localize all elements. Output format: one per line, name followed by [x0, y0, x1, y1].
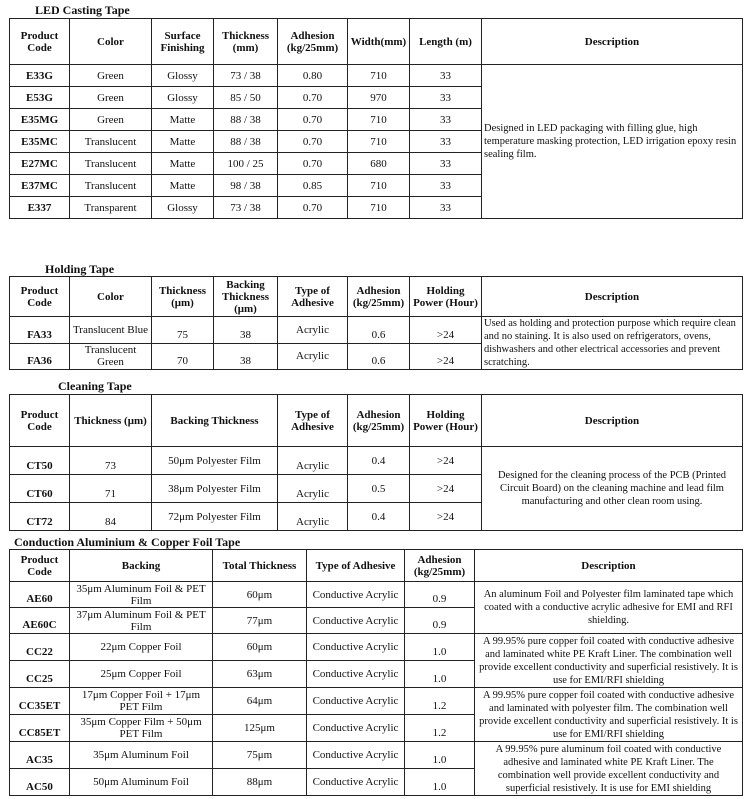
- table-cell: 35μm Aluminum Foil & PET Film: [70, 582, 213, 608]
- table-cell: Acrylic: [278, 317, 348, 344]
- table-cell: 17μm Copper Foil + 17μm PET Film: [70, 688, 213, 715]
- product-code: CC35ET: [10, 688, 70, 715]
- table-cell: 0.6: [348, 317, 410, 344]
- product-code: CC22: [10, 634, 70, 661]
- description-cell: Designed in LED packaging with filling glue, high temperature masking protection, LED irrigation epoxy resin sealing film.: [482, 65, 743, 219]
- table-cell: 22μm Copper Foil: [70, 634, 213, 661]
- table-cell: Matte: [152, 175, 214, 197]
- product-code: FA36: [10, 343, 70, 370]
- header-cell: Product Code: [10, 550, 70, 582]
- cleaning-tape-table: [9, 394, 743, 531]
- header-cell: Type of Adhesive: [278, 277, 348, 317]
- table-cell: Acrylic: [278, 447, 348, 475]
- table-cell: 0.70: [278, 153, 348, 175]
- product-code: E37MC: [10, 175, 70, 197]
- table-cell: 33: [410, 175, 482, 197]
- table-cell: 0.6: [348, 343, 410, 370]
- table-cell: 100 / 25: [214, 153, 278, 175]
- table-cell: Acrylic: [278, 475, 348, 503]
- product-code: AC50: [10, 769, 70, 796]
- header-cell: Product Code: [10, 277, 70, 317]
- table-cell: 0.9: [405, 582, 475, 608]
- table-cell: 75: [152, 317, 214, 344]
- table-cell: 84: [70, 503, 152, 531]
- table-cell: 38: [214, 317, 278, 344]
- foil-tape-title: Conduction Aluminium & Copper Foil Tape: [14, 535, 241, 549]
- table-cell: Conductive Acrylic: [307, 715, 405, 742]
- table-cell: Green: [70, 109, 152, 131]
- table-cell: 33: [410, 131, 482, 153]
- table-cell: 33: [410, 153, 482, 175]
- table-cell: 710: [348, 131, 410, 153]
- table-cell: Translucent: [70, 131, 152, 153]
- header-cell: Color: [70, 277, 152, 317]
- product-code: E33G: [10, 65, 70, 87]
- table-cell: 70: [152, 343, 214, 370]
- holding-tape-table: [9, 276, 743, 370]
- table-cell: 1.2: [405, 715, 475, 742]
- table-header-row: [10, 19, 743, 65]
- description-cell: A 99.95% pure aluminum foil coated with conductive adhesive and laminated white PE Kraft Liner. The combination well provide excellent conductivity and superficial resistively. It is use for EMI shielding: [475, 742, 743, 796]
- product-code: CT72: [10, 503, 70, 531]
- header-cell: Thickness (μm): [152, 277, 214, 317]
- table-cell: 0.70: [278, 87, 348, 109]
- table-cell: 73 / 38: [214, 197, 278, 219]
- table-cell: >24: [410, 317, 482, 344]
- header-cell: Holding Power (Hour): [410, 277, 482, 317]
- header-cell: Adhesion (kg/25mm): [405, 550, 475, 582]
- table-cell: 1.2: [405, 688, 475, 715]
- header-cell: Adhesion (kg/25mm): [348, 277, 410, 317]
- product-code: AE60C: [10, 608, 70, 634]
- header-cell: Backing Thickness: [152, 395, 278, 447]
- table-cell: Conductive Acrylic: [307, 661, 405, 688]
- table-cell: 710: [348, 175, 410, 197]
- header-cell: Total Thickness: [213, 550, 307, 582]
- table-row: [10, 447, 743, 475]
- table-cell: 72μm Polyester Film: [152, 503, 278, 531]
- table-cell: 50μm Aluminum Foil: [70, 769, 213, 796]
- table-cell: 1.0: [405, 742, 475, 769]
- table-cell: Conductive Acrylic: [307, 742, 405, 769]
- table-cell: 0.5: [348, 475, 410, 503]
- led-casting-table: [9, 18, 743, 219]
- table-cell: 75μm: [213, 742, 307, 769]
- table-cell: Conductive Acrylic: [307, 608, 405, 634]
- table-cell: Glossy: [152, 197, 214, 219]
- table-cell: 710: [348, 109, 410, 131]
- header-cell: Adhesion (kg/25mm): [348, 395, 410, 447]
- table-cell: Green: [70, 87, 152, 109]
- table-cell: 33: [410, 109, 482, 131]
- holding-tape-title: Holding Tape: [45, 262, 115, 276]
- table-cell: Green: [70, 65, 152, 87]
- header-cell: Product Code: [10, 395, 70, 447]
- table-cell: Matte: [152, 131, 214, 153]
- table-cell: 77μm: [213, 608, 307, 634]
- table-cell: 0.85: [278, 175, 348, 197]
- header-cell: Type of Adhesive: [307, 550, 405, 582]
- table-cell: 37μm Aluminum Foil & PET Film: [70, 608, 213, 634]
- table-cell: 88 / 38: [214, 109, 278, 131]
- table-cell: Acrylic: [278, 343, 348, 370]
- table-cell: 33: [410, 65, 482, 87]
- table-cell: Translucent: [70, 175, 152, 197]
- led-casting-title: LED Casting Tape: [35, 3, 130, 17]
- table-cell: 73: [70, 447, 152, 475]
- header-cell: Thickness (mm): [214, 19, 278, 65]
- table-cell: Glossy: [152, 87, 214, 109]
- table-cell: 0.70: [278, 109, 348, 131]
- table-cell: 73 / 38: [214, 65, 278, 87]
- table-cell: >24: [410, 343, 482, 370]
- product-code: CC85ET: [10, 715, 70, 742]
- header-cell: Adhesion (kg/25mm): [278, 19, 348, 65]
- table-cell: 0.80: [278, 65, 348, 87]
- table-cell: 71: [70, 475, 152, 503]
- table-cell: Matte: [152, 109, 214, 131]
- table-cell: 88μm: [213, 769, 307, 796]
- table-cell: Translucent Blue: [70, 317, 152, 344]
- table-cell: 63μm: [213, 661, 307, 688]
- foil-tape-table: [9, 549, 743, 796]
- product-code: E27MC: [10, 153, 70, 175]
- table-cell: 33: [410, 197, 482, 219]
- table-cell: 35μm Copper Film + 50μm PET Film: [70, 715, 213, 742]
- table-cell: 38μm Polyester Film: [152, 475, 278, 503]
- table-cell: 1.0: [405, 769, 475, 796]
- description-cell: Used as holding and protection purpose which require clean and no staining. It is also used on refrigerators, ovens, dishwashers and other electrical accessories and prevent scratching.: [482, 317, 743, 370]
- header-cell: Width(mm): [348, 19, 410, 65]
- product-code: CT60: [10, 475, 70, 503]
- header-cell: Description: [482, 277, 743, 317]
- table-cell: 0.4: [348, 503, 410, 531]
- table-cell: Translucent Green: [70, 343, 152, 370]
- header-cell: Product Code: [10, 19, 70, 65]
- header-cell: Description: [475, 550, 743, 582]
- table-cell: 85 / 50: [214, 87, 278, 109]
- table-header-row: [10, 277, 743, 317]
- product-code: FA33: [10, 317, 70, 344]
- table-cell: 38: [214, 343, 278, 370]
- table-cell: 710: [348, 197, 410, 219]
- header-cell: Description: [482, 395, 743, 447]
- table-row: [10, 65, 743, 87]
- header-cell: Color: [70, 19, 152, 65]
- table-cell: 64μm: [213, 688, 307, 715]
- table-cell: Acrylic: [278, 503, 348, 531]
- table-cell: 1.0: [405, 634, 475, 661]
- table-cell: 98 / 38: [214, 175, 278, 197]
- header-cell: Backing Thickness (μm): [214, 277, 278, 317]
- table-cell: 0.70: [278, 131, 348, 153]
- description-cell: A 99.95% pure copper foil coated with conductive adhesive and laminated white PE Kraft Liner. The combination well provide excellent conductivity and superficial resistively. It is use for EMI/RFI shielding: [475, 634, 743, 688]
- table-cell: Translucent: [70, 153, 152, 175]
- table-cell: >24: [410, 475, 482, 503]
- header-cell: Surface Finishing: [152, 19, 214, 65]
- table-cell: 970: [348, 87, 410, 109]
- table-cell: Conductive Acrylic: [307, 634, 405, 661]
- table-row: [10, 688, 743, 715]
- table-cell: >24: [410, 503, 482, 531]
- table-header-row: [10, 550, 743, 582]
- table-cell: 88 / 38: [214, 131, 278, 153]
- header-cell: Holding Power (Hour): [410, 395, 482, 447]
- table-row: [10, 582, 743, 608]
- description-cell: An aluminum Foil and Polyester film laminated tape which coated with a conductive acrylic adhesive for EMI and RFI shielding.: [475, 582, 743, 634]
- table-cell: 0.9: [405, 608, 475, 634]
- table-cell: Conductive Acrylic: [307, 769, 405, 796]
- table-cell: 0.4: [348, 447, 410, 475]
- product-code: E35MG: [10, 109, 70, 131]
- table-cell: 680: [348, 153, 410, 175]
- table-cell: 33: [410, 87, 482, 109]
- table-row: [10, 317, 743, 344]
- header-cell: Length (m): [410, 19, 482, 65]
- table-cell: Glossy: [152, 65, 214, 87]
- product-code: AC35: [10, 742, 70, 769]
- table-cell: 710: [348, 65, 410, 87]
- table-row: [10, 634, 743, 661]
- table-cell: 125μm: [213, 715, 307, 742]
- description-cell: A 99.95% pure copper foil coated with conductive adhesive and laminated with polyester film. The combination well provide excellent conductivity and superficial resistively. It is use for EMI/RFI shielding: [475, 688, 743, 742]
- description-cell: Designed for the cleaning process of the PCB (Printed Circuit Board) on the cleaning machine and lead film manufacturing and other clean room using.: [482, 447, 743, 531]
- product-code: E337: [10, 197, 70, 219]
- table-cell: 35μm Aluminum Foil: [70, 742, 213, 769]
- table-cell: 25μm Copper Foil: [70, 661, 213, 688]
- table-cell: 0.70: [278, 197, 348, 219]
- table-cell: 50μm Polyester Film: [152, 447, 278, 475]
- product-code: E53G: [10, 87, 70, 109]
- table-cell: Conductive Acrylic: [307, 688, 405, 715]
- table-row: [10, 742, 743, 769]
- header-cell: Description: [482, 19, 743, 65]
- table-cell: Matte: [152, 153, 214, 175]
- product-code: E35MC: [10, 131, 70, 153]
- product-code: AE60: [10, 582, 70, 608]
- table-cell: Conductive Acrylic: [307, 582, 405, 608]
- table-cell: 60μm: [213, 634, 307, 661]
- table-cell: 60μm: [213, 582, 307, 608]
- table-header-row: [10, 395, 743, 447]
- table-cell: Transparent: [70, 197, 152, 219]
- header-cell: Type of Adhesive: [278, 395, 348, 447]
- product-code: CC25: [10, 661, 70, 688]
- table-cell: 1.0: [405, 661, 475, 688]
- header-cell: Thickness (μm): [70, 395, 152, 447]
- product-code: CT50: [10, 447, 70, 475]
- header-cell: Backing: [70, 550, 213, 582]
- table-cell: >24: [410, 447, 482, 475]
- cleaning-tape-title: Cleaning Tape: [58, 379, 132, 393]
